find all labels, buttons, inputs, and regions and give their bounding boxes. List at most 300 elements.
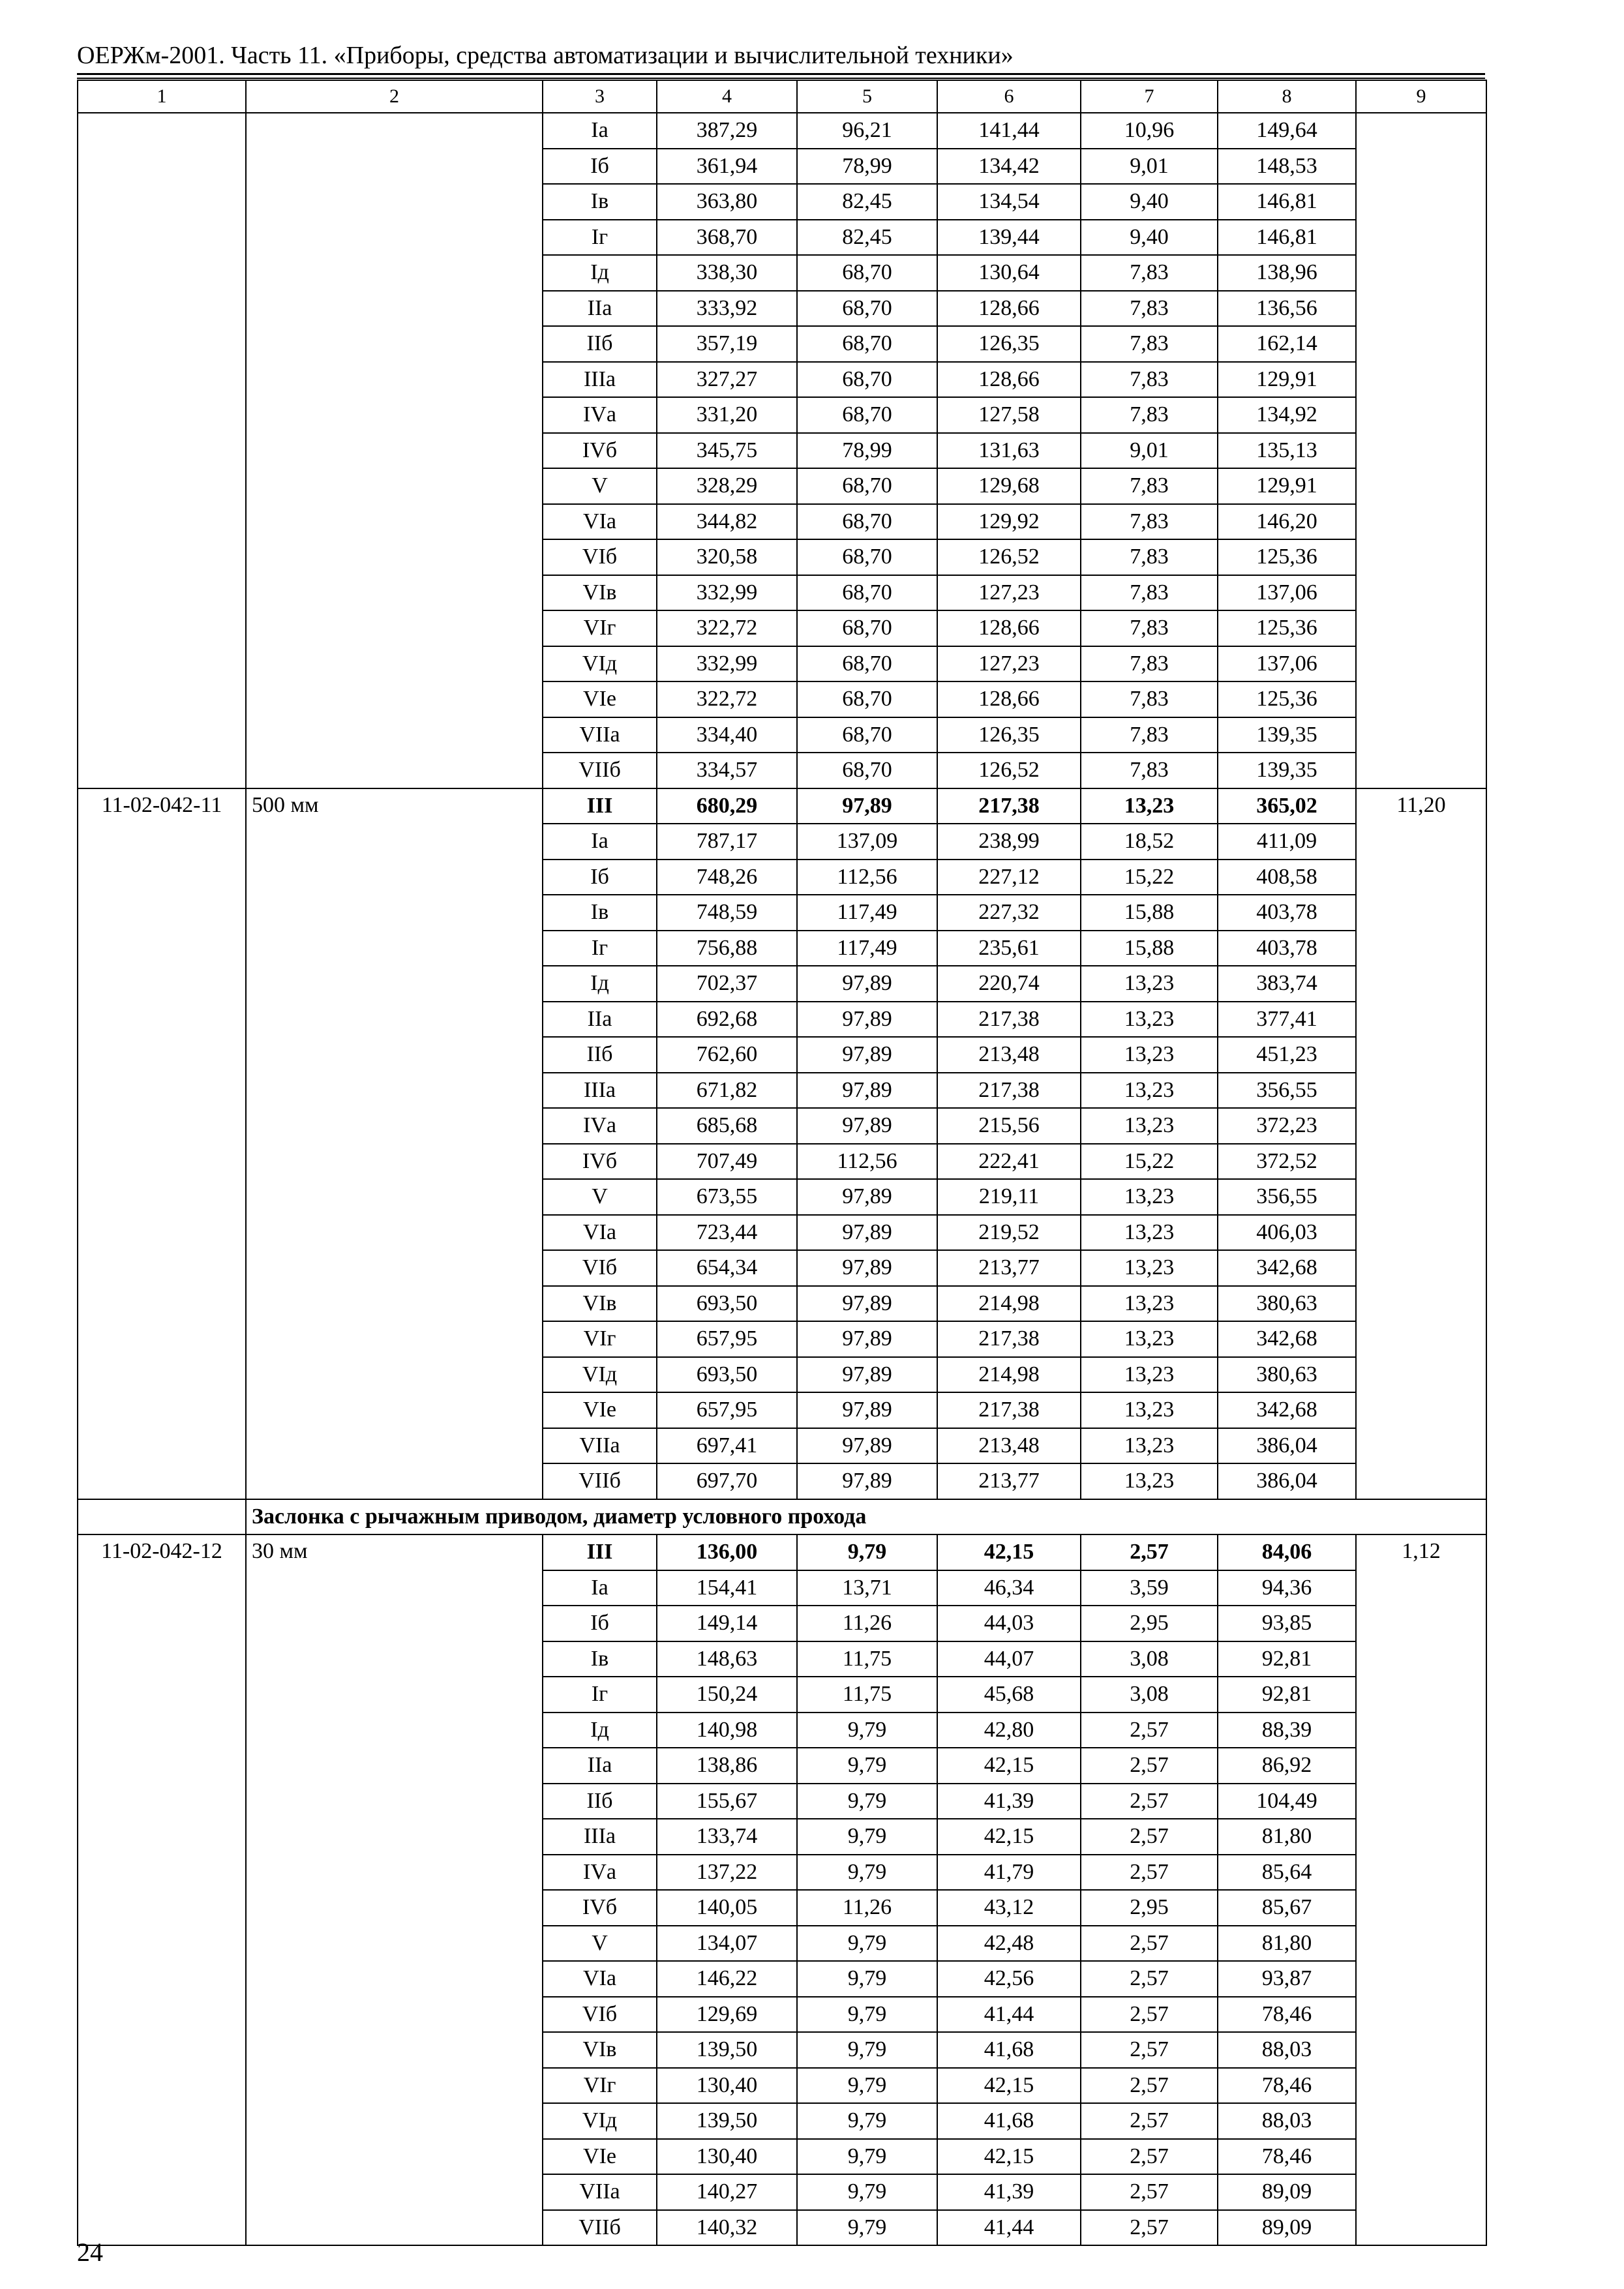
value-cell: 235,61: [937, 931, 1081, 966]
zone-cell: Iб: [543, 860, 657, 895]
value-cell: 356,55: [1218, 1073, 1356, 1109]
value-cell: 657,95: [657, 1392, 797, 1428]
zone-cell: Iб: [543, 149, 657, 185]
zone-cell: VIг: [543, 1321, 657, 1357]
value-cell: 214,98: [937, 1286, 1081, 1322]
table-body: [78, 80, 1486, 2245]
zone-cell: VIб: [543, 1250, 657, 1286]
value-cell: 344,82: [657, 504, 797, 540]
zone-cell: IIб: [543, 326, 657, 362]
value-cell: 9,79: [797, 1997, 937, 2033]
value-cell: 97,89: [797, 1179, 937, 1215]
value-cell: 68,70: [797, 504, 937, 540]
value-cell: 217,38: [937, 788, 1081, 824]
value-cell: 7,83: [1081, 504, 1218, 540]
value-cell: 93,87: [1218, 1961, 1356, 1997]
zone-cell: Iд: [543, 966, 657, 1002]
value-cell: 9,79: [797, 2210, 937, 2246]
rates-table: [77, 80, 1487, 2246]
zone-cell: VIе: [543, 1392, 657, 1428]
value-cell: 92,81: [1218, 1677, 1356, 1713]
zone-cell: VIе: [543, 2139, 657, 2175]
value-cell: 331,20: [657, 397, 797, 433]
value-cell: 220,74: [937, 966, 1081, 1002]
value-cell: 213,48: [937, 1037, 1081, 1073]
value-cell: 78,46: [1218, 2139, 1356, 2175]
header-rule-thin: [77, 78, 1485, 79]
value-cell: 372,23: [1218, 1108, 1356, 1144]
value-cell: 117,49: [797, 931, 937, 966]
value-cell: 81,80: [1218, 1926, 1356, 1962]
value-cell: 125,36: [1218, 681, 1356, 717]
value-cell: 7,83: [1081, 610, 1218, 646]
column-number: 7: [1081, 80, 1218, 113]
value-cell: 44,03: [937, 1606, 1081, 1641]
value-cell: 97,89: [797, 1463, 937, 1499]
value-cell: 140,27: [657, 2174, 797, 2210]
value-cell: 692,68: [657, 1002, 797, 1038]
value-cell: 10,96: [1081, 113, 1218, 149]
value-cell: 748,26: [657, 860, 797, 895]
value-cell: 363,80: [657, 184, 797, 220]
value-cell: 130,40: [657, 2068, 797, 2104]
value-cell: 693,50: [657, 1286, 797, 1322]
zone-cell: Iв: [543, 895, 657, 931]
value-cell: 7,83: [1081, 539, 1218, 575]
value-cell: 128,66: [937, 291, 1081, 327]
value-cell: 140,32: [657, 2210, 797, 2246]
value-cell: 42,80: [937, 1713, 1081, 1748]
value-cell: 92,81: [1218, 1641, 1356, 1677]
value-cell: 41,68: [937, 2103, 1081, 2139]
value-cell: 78,99: [797, 149, 937, 185]
value-cell: 68,70: [797, 610, 937, 646]
value-cell: 139,35: [1218, 717, 1356, 753]
table-row: [78, 1534, 1486, 1570]
value-cell: 9,79: [797, 1926, 937, 1962]
value-cell: 222,41: [937, 1144, 1081, 1180]
value-cell: 68,70: [797, 717, 937, 753]
zone-cell: VIд: [543, 2103, 657, 2139]
value-cell: 9,40: [1081, 184, 1218, 220]
value-cell: 127,23: [937, 575, 1081, 611]
value-cell: 97,89: [797, 1073, 937, 1109]
table-row: [78, 113, 1486, 149]
value-cell: 13,23: [1081, 1428, 1218, 1464]
value-cell: 7,83: [1081, 397, 1218, 433]
value-cell: 403,78: [1218, 895, 1356, 931]
value-cell: 11,75: [797, 1677, 937, 1713]
value-cell: 129,92: [937, 504, 1081, 540]
value-cell: 334,57: [657, 753, 797, 788]
value-cell: 787,17: [657, 824, 797, 860]
value-cell: 2,95: [1081, 1606, 1218, 1641]
value-cell: 2,57: [1081, 2068, 1218, 2104]
value-cell: 133,74: [657, 1819, 797, 1855]
value-cell: 657,95: [657, 1321, 797, 1357]
section-heading: Заслонка с рычажным приводом, диаметр условного прохода: [246, 1499, 1486, 1535]
value-cell: 130,64: [937, 255, 1081, 291]
value-cell: 408,58: [1218, 860, 1356, 895]
value-cell: 97,89: [797, 1428, 937, 1464]
value-cell: 411,09: [1218, 824, 1356, 860]
value-cell: 137,06: [1218, 646, 1356, 682]
zone-cell: VIд: [543, 1357, 657, 1393]
value-cell: 86,92: [1218, 1748, 1356, 1784]
value-cell: 41,68: [937, 2032, 1081, 2068]
value-cell: 2,57: [1081, 1784, 1218, 1819]
value-cell: 9,79: [797, 1748, 937, 1784]
zone-cell: VIг: [543, 610, 657, 646]
value-cell: 42,15: [937, 2068, 1081, 2104]
value-cell: 227,32: [937, 895, 1081, 931]
value-cell: 9,79: [797, 1855, 937, 1891]
value-cell: 9,01: [1081, 149, 1218, 185]
value-cell: 112,56: [797, 1144, 937, 1180]
value-cell: 356,55: [1218, 1179, 1356, 1215]
value-cell: 215,56: [937, 1108, 1081, 1144]
value-cell: 377,41: [1218, 1002, 1356, 1038]
value-cell: 155,67: [657, 1784, 797, 1819]
table-row: [78, 788, 1486, 824]
value-cell: 361,94: [657, 149, 797, 185]
value-cell: 702,37: [657, 966, 797, 1002]
value-cell: 403,78: [1218, 931, 1356, 966]
value-cell: 9,79: [797, 2068, 937, 2104]
value-cell: 11,26: [797, 1606, 937, 1641]
page-header: ОЕРЖм-2001. Часть 11. «Приборы, средства автоматизации и вычислительной техники»: [77, 42, 1014, 69]
value-cell: 2,57: [1081, 1819, 1218, 1855]
value-cell: 680,29: [657, 788, 797, 824]
value-cell: 134,07: [657, 1926, 797, 1962]
value-cell: 2,57: [1081, 1855, 1218, 1891]
value-cell: 94,36: [1218, 1570, 1356, 1606]
value-cell: 214,98: [937, 1357, 1081, 1393]
value-cell: 13,23: [1081, 1073, 1218, 1109]
value-cell: 11,75: [797, 1641, 937, 1677]
zone-cell: VIIа: [543, 1428, 657, 1464]
value-cell: 78,99: [797, 433, 937, 469]
value-cell: 97,89: [797, 1215, 937, 1251]
value-cell: 41,39: [937, 2174, 1081, 2210]
value-cell: 97,89: [797, 1357, 937, 1393]
value-cell: 134,54: [937, 184, 1081, 220]
value-cell: 162,14: [1218, 326, 1356, 362]
zone-cell: IIIа: [543, 362, 657, 398]
value-cell: 41,44: [937, 1997, 1081, 2033]
zone-cell: VIв: [543, 1286, 657, 1322]
zone-cell: IVб: [543, 1890, 657, 1926]
value-cell: 96,21: [797, 113, 937, 149]
value-cell: 762,60: [657, 1037, 797, 1073]
value-cell: 150,24: [657, 1677, 797, 1713]
value-cell: 13,23: [1081, 1321, 1218, 1357]
zone-cell: VIIа: [543, 717, 657, 753]
zone-cell: VIе: [543, 681, 657, 717]
zone-cell: Iг: [543, 220, 657, 256]
value-cell: 685,68: [657, 1108, 797, 1144]
value-cell: 140,05: [657, 1890, 797, 1926]
value-cell: 136,00: [657, 1534, 797, 1570]
value-cell: 451,23: [1218, 1037, 1356, 1073]
value-cell: 387,29: [657, 113, 797, 149]
value-cell: 137,06: [1218, 575, 1356, 611]
column-number: 5: [797, 80, 937, 113]
value-cell: 7,83: [1081, 717, 1218, 753]
column-number: 3: [543, 80, 657, 113]
value-cell: 41,79: [937, 1855, 1081, 1891]
column-number: 8: [1218, 80, 1356, 113]
zone-cell: VIIб: [543, 1463, 657, 1499]
value-cell: 219,11: [937, 1179, 1081, 1215]
zone-cell: VIа: [543, 504, 657, 540]
value-cell: 383,74: [1218, 966, 1356, 1002]
value-cell: 15,22: [1081, 1144, 1218, 1180]
value-cell: 7,83: [1081, 362, 1218, 398]
value-cell: 333,92: [657, 291, 797, 327]
value-cell: 217,38: [937, 1002, 1081, 1038]
value-cell: 9,79: [797, 2174, 937, 2210]
value-cell: 2,57: [1081, 1534, 1218, 1570]
value-cell: 137,22: [657, 1855, 797, 1891]
value-cell: 128,66: [937, 681, 1081, 717]
zone-cell: III: [543, 1534, 657, 1570]
value-cell: 3,08: [1081, 1677, 1218, 1713]
value-cell: 654,34: [657, 1250, 797, 1286]
value-cell: 42,56: [937, 1961, 1081, 1997]
value-cell: 134,92: [1218, 397, 1356, 433]
column-number: 2: [246, 80, 543, 113]
value-cell: 213,77: [937, 1250, 1081, 1286]
value-cell: 148,53: [1218, 149, 1356, 185]
value-cell: 365,02: [1218, 788, 1356, 824]
value-cell: 68,70: [797, 468, 937, 504]
value-cell: 146,81: [1218, 220, 1356, 256]
mass-value: 1,12: [1356, 1534, 1486, 2245]
value-cell: 13,23: [1081, 1463, 1218, 1499]
value-cell: 41,44: [937, 2210, 1081, 2246]
value-cell: 146,81: [1218, 184, 1356, 220]
value-cell: 68,70: [797, 539, 937, 575]
mass-value: [1356, 113, 1486, 788]
mass-value: 11,20: [1356, 788, 1486, 1499]
value-cell: 9,79: [797, 1784, 937, 1819]
value-cell: 13,23: [1081, 788, 1218, 824]
value-cell: 2,57: [1081, 2174, 1218, 2210]
value-cell: 130,40: [657, 2139, 797, 2175]
value-cell: 3,59: [1081, 1570, 1218, 1606]
zone-cell: Iа: [543, 824, 657, 860]
value-cell: 9,79: [797, 2103, 937, 2139]
value-cell: 2,57: [1081, 1926, 1218, 1962]
value-cell: 332,99: [657, 646, 797, 682]
value-cell: 9,79: [797, 2139, 937, 2175]
zone-cell: IIIа: [543, 1819, 657, 1855]
value-cell: 129,91: [1218, 468, 1356, 504]
value-cell: 338,30: [657, 255, 797, 291]
value-cell: 13,23: [1081, 1179, 1218, 1215]
value-cell: 68,70: [797, 255, 937, 291]
value-cell: 125,36: [1218, 539, 1356, 575]
value-cell: 137,09: [797, 824, 937, 860]
value-cell: 671,82: [657, 1073, 797, 1109]
zone-cell: V: [543, 468, 657, 504]
zone-cell: Iв: [543, 1641, 657, 1677]
value-cell: 213,77: [937, 1463, 1081, 1499]
column-number-row: [78, 80, 1486, 113]
zone-cell: IVб: [543, 433, 657, 469]
value-cell: 126,52: [937, 539, 1081, 575]
value-cell: 2,57: [1081, 2103, 1218, 2139]
value-cell: 85,64: [1218, 1855, 1356, 1891]
value-cell: 68,70: [797, 291, 937, 327]
item-name: [246, 113, 543, 788]
zone-cell: Iг: [543, 1677, 657, 1713]
value-cell: 138,96: [1218, 255, 1356, 291]
value-cell: 141,44: [937, 113, 1081, 149]
value-cell: 320,58: [657, 539, 797, 575]
item-name: 500 мм: [246, 788, 543, 1499]
value-cell: 7,83: [1081, 468, 1218, 504]
value-cell: 13,23: [1081, 1392, 1218, 1428]
value-cell: 140,98: [657, 1713, 797, 1748]
zone-cell: Iв: [543, 184, 657, 220]
value-cell: 357,19: [657, 326, 797, 362]
value-cell: 97,89: [797, 1002, 937, 1038]
value-cell: 149,64: [1218, 113, 1356, 149]
value-cell: 9,79: [797, 1713, 937, 1748]
value-cell: 219,52: [937, 1215, 1081, 1251]
section-row: [78, 1499, 1486, 1535]
value-cell: 97,89: [797, 1037, 937, 1073]
value-cell: 84,06: [1218, 1534, 1356, 1570]
zone-cell: VIв: [543, 575, 657, 611]
value-cell: 13,23: [1081, 1002, 1218, 1038]
zone-cell: III: [543, 788, 657, 824]
rate-code: 11-02-042-11: [78, 788, 246, 1499]
value-cell: 2,57: [1081, 1748, 1218, 1784]
value-cell: 7,83: [1081, 326, 1218, 362]
value-cell: 213,48: [937, 1428, 1081, 1464]
value-cell: 149,14: [657, 1606, 797, 1641]
value-cell: 148,63: [657, 1641, 797, 1677]
value-cell: 138,86: [657, 1748, 797, 1784]
value-cell: 7,83: [1081, 255, 1218, 291]
zone-cell: Iб: [543, 1606, 657, 1641]
value-cell: 2,57: [1081, 2210, 1218, 2246]
header-rule-thick: [77, 73, 1485, 75]
value-cell: 13,71: [797, 1570, 937, 1606]
value-cell: 332,99: [657, 575, 797, 611]
zone-cell: IIа: [543, 291, 657, 327]
value-cell: 68,70: [797, 362, 937, 398]
value-cell: 68,70: [797, 397, 937, 433]
zone-cell: IVб: [543, 1144, 657, 1180]
value-cell: 68,70: [797, 575, 937, 611]
value-cell: 88,39: [1218, 1713, 1356, 1748]
value-cell: 45,68: [937, 1677, 1081, 1713]
zone-cell: VIIб: [543, 753, 657, 788]
value-cell: 707,49: [657, 1144, 797, 1180]
zone-cell: IVа: [543, 397, 657, 433]
value-cell: 7,83: [1081, 291, 1218, 327]
item-name: 30 мм: [246, 1534, 543, 2245]
zone-cell: IIIа: [543, 1073, 657, 1109]
value-cell: 139,50: [657, 2032, 797, 2068]
zone-cell: Iг: [543, 931, 657, 966]
value-cell: 13,23: [1081, 966, 1218, 1002]
value-cell: 372,52: [1218, 1144, 1356, 1180]
value-cell: 322,72: [657, 610, 797, 646]
value-cell: 44,07: [937, 1641, 1081, 1677]
zone-cell: IVа: [543, 1855, 657, 1891]
value-cell: 139,44: [937, 220, 1081, 256]
value-cell: 380,63: [1218, 1357, 1356, 1393]
value-cell: 139,35: [1218, 753, 1356, 788]
section-empty-cell: [78, 1499, 246, 1535]
value-cell: 129,68: [937, 468, 1081, 504]
value-cell: 129,91: [1218, 362, 1356, 398]
value-cell: 127,23: [937, 646, 1081, 682]
value-cell: 43,12: [937, 1890, 1081, 1926]
value-cell: 78,46: [1218, 1997, 1356, 2033]
column-number: 4: [657, 80, 797, 113]
zone-cell: VIб: [543, 539, 657, 575]
zone-cell: VIб: [543, 1997, 657, 2033]
value-cell: 78,46: [1218, 2068, 1356, 2104]
value-cell: 68,70: [797, 753, 937, 788]
value-cell: 322,72: [657, 681, 797, 717]
value-cell: 97,89: [797, 1250, 937, 1286]
rate-code: [78, 113, 246, 788]
value-cell: 386,04: [1218, 1428, 1356, 1464]
value-cell: 18,52: [1081, 824, 1218, 860]
value-cell: 342,68: [1218, 1392, 1356, 1428]
value-cell: 112,56: [797, 860, 937, 895]
value-cell: 380,63: [1218, 1286, 1356, 1322]
value-cell: 97,89: [797, 1108, 937, 1144]
value-cell: 88,03: [1218, 2103, 1356, 2139]
value-cell: 2,57: [1081, 2139, 1218, 2175]
zone-cell: IIа: [543, 1748, 657, 1784]
value-cell: 334,40: [657, 717, 797, 753]
value-cell: 217,38: [937, 1073, 1081, 1109]
value-cell: 125,36: [1218, 610, 1356, 646]
value-cell: 697,70: [657, 1463, 797, 1499]
value-cell: 85,67: [1218, 1890, 1356, 1926]
zone-cell: Iд: [543, 255, 657, 291]
column-number: 6: [937, 80, 1081, 113]
value-cell: 2,57: [1081, 1713, 1218, 1748]
zone-cell: VIIа: [543, 2174, 657, 2210]
value-cell: 15,22: [1081, 860, 1218, 895]
value-cell: 368,70: [657, 220, 797, 256]
value-cell: 2,57: [1081, 1961, 1218, 1997]
zone-cell: VIIб: [543, 2210, 657, 2246]
value-cell: 7,83: [1081, 646, 1218, 682]
value-cell: 238,99: [937, 824, 1081, 860]
value-cell: 68,70: [797, 681, 937, 717]
zone-cell: VIа: [543, 1215, 657, 1251]
page-number: 24: [77, 2237, 103, 2267]
value-cell: 126,52: [937, 753, 1081, 788]
value-cell: 386,04: [1218, 1463, 1356, 1499]
value-cell: 2,57: [1081, 1997, 1218, 2033]
value-cell: 42,15: [937, 1819, 1081, 1855]
value-cell: 42,15: [937, 1748, 1081, 1784]
value-cell: 104,49: [1218, 1784, 1356, 1819]
value-cell: 127,58: [937, 397, 1081, 433]
